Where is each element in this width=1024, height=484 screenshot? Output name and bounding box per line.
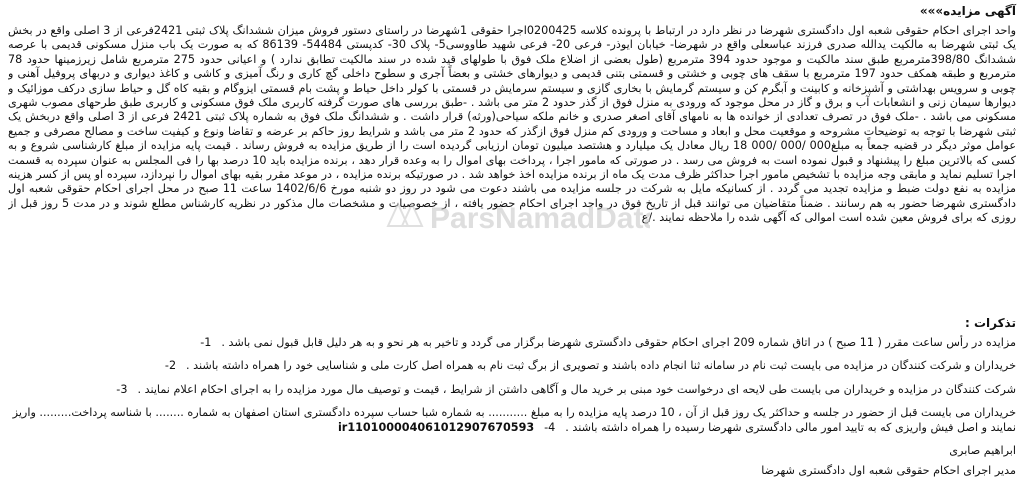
note-text: مزایده در رأس ساعت مقرر ( 11 صبح ) در اتاق شماره 209 اجرای احکام حقوقی دادگستری شهرضا برگزار می گردد و تاخیر به هر نحو و به هر دلیل قابل قبول نمی باشد . bbox=[221, 336, 1016, 349]
notes-heading: تذکرات : bbox=[964, 316, 1016, 330]
note-text: خریداران می بایست قبل از حضور در جلسه و حداکثر یک روز قبل از آن ، 10 درصد پایه مزایده را به مبلغ ........... به شماره شبا حساب سپرده دادگستری استان اصفهان به شماره ........ با شناسه پرداخت......... واریز نمایند و اصل فیش واریزی که به تایید امور مالی دادگستری شهرضا رسیده را همراه داشته باشند . bbox=[12, 406, 1016, 434]
note-1 bbox=[8, 336, 1016, 350]
note-number: 3- bbox=[116, 382, 128, 396]
signer-title: مدیر اجرای احکام حقوقی شعبه اول دادگستری شهرضا bbox=[761, 464, 1016, 478]
note-text: شرکت کنندگان در مزایده و خریداران می بایست طی لایحه ای درخواست خود مبنی بر خرید مال و آگاهی داشتن از شرایط ، قیمت و توصیف مال مورد مزایده را به اجرای احکام اعلام نمایند . bbox=[137, 382, 1016, 396]
note-4 bbox=[8, 406, 1016, 435]
notice-title: آگهی مزایده»»» bbox=[919, 4, 1016, 18]
watermark-text: ParsNamadData bbox=[430, 202, 650, 235]
note-3 bbox=[8, 383, 1016, 397]
note-number: 2- bbox=[164, 359, 177, 373]
note-text: خریداران و شرکت کنندگان در مزایده می بایست ثبت نام در سامانه ثنا انجام داده باشند و تصویری از برگ ثبت نام به همراه اصل کارت ملی و شناسایی خود را همراه داشته باشند . bbox=[186, 359, 1016, 373]
note-number: 1- bbox=[200, 336, 212, 349]
note-2 bbox=[8, 359, 1016, 373]
sheba-account-number: ir110100004061012907670593 bbox=[337, 420, 535, 434]
notice-body: واحد اجرای احکام حقوقی شعبه اول دادگستری شهرضا در نظر دارد در ارتباط با پرونده کلاسه 0200425اجرا حقوقی 1شهرضا در راستای دستور فروش میزان ششدانگ پلاک ثبتی 2421فرعی از 3 اصلی واقع در بخش یک ثبتی شهرضا به مالکیت یدالله صدری فرزند عباسعلی واقع در شهرضا- خیابان ایوذر- فرعی 20- فرعی شهید طاووسی5- پلاک 30- کدپستی 54484- 86139 که به صورت یک باب منزل مسکونی قدیمی با عرصه ششدانگ 398/80مترمربع طبق سند مالکیت و موجود حدود 394 مترمربع (طول بعضی از اضلاع ملک فوق با طولهای قید شده در سند مالکیت تطابق ندارد ) و اعیانی حدود 275 مترمربع شامل زیرزمینها حدود 78 مترمربع و طبقه همکف حدود 197 مترمربع با سقف های چوبی و خشتی و قسمتی بتنی قدیمی و دیوارهای خشتی و بعضاً آجری و سطوح داخلی گچ کاری و رنگ آمیزی و کاشی و کاغذ دیواری و دربهای پروفیل آهنی و چوبی و سرویس بهداشتی و آشپزخانه و کابینت و آبگرم کن و سیستم گرمایش با بخاری گازی و سیستم سرمایش در قسمتی با کولر داخل حیاط و پشت بام قسمتی ایزوگام و بقیه کاه گل و حیاط سازی درکف موزائیک و دیوارها سیمان زنی و انشعابات آب و برق و گاز در محل موجود که ورودی به منزل فوق از گذر حدود 2 متر می باشد . -طبق بررسی های صورت گرفته کاربری ملک فوق مسکونی و کاربری طبق طرحهای مصوب شهری مسکونی می باشد . -ملک فوق در تصرف تعدادی از خوانده ها به نامهای آقای اصغر صدری و خانم ملکه سیاحی(ورثه) قرار داشت . و ششدانگ ملک فوق به شماره پلاک ثبتی 2421 فرعی از 3 اصلی واقع دربخش یک ثبتی شهرضا با توجه به توضیحات مشروحه و موقعیت محل و ابعاد و مساحت و ورودی کم منزل فوق ازگذر که حدود 2 متر می باشد و شرایط روز حاکم بر عرضه و تقاضا ونوع و کیفیت ساخت و مصالح مصرفی و جمیع عوامل موثر دیگر در قضیه جمعاً به مبلغ000 /000 /000 18 ریال معادل یک میلیارد و هشتصد میلیون تومان ارزیابی گردیده است را از طریق مزایده به فروش رساند . قیمت پایه مزایده از مبلغ کارشناسی شروع و به کسی که بالاترین مبلغ را پیشنهاد و قبول نموده است به فروش می رسد . در صورتی که مامور اجرا ، پرداخت بهای اموال را به وعده قرار دهد ، برنده مزایده باید 10 درصد بها را فی المجلس به عنوان سپرده به قسمت اجرا تسلیم نماید و مابقی وجه مزایده با تشخیص مامور اجرا حداکثر ظرف مدت یک ماه از برنده مزایده اخذ خواهد شد . در صورتیکه برنده مزایده ، در موعد مقرر بقیه بهای اموال را نپردازد، سپرده او پس از کسر هزینه مزایده به نفع دولت ضبط و مزایده تجدید می گردد . از کسانیکه مایل به شرکت در جلسه مزایده می باشند دعوت می شود در روز دو شنبه مورخ 1402/6/6 ساعت 11 صبح در محل اجرای احکام حقوقی شعبه اول دادگستری شهرضا حضور به هم رسانند . ضمناً متقاضیان می توانند قبل از تاریخ فوق در واحد اجرای احکام حضور یافته ، از خصوصیات و مشخصات مال مذکور در نظریه کارشناس مطلع شوند و در مدت 5 روز قبل از روزی که برای فروش معین شده است اموالی که آگهی شده را ملاحظه نمایند ./ع bbox=[8, 24, 1016, 225]
note-number: 4- bbox=[544, 420, 556, 434]
signer-name: ابراهیم صابری bbox=[949, 444, 1016, 458]
